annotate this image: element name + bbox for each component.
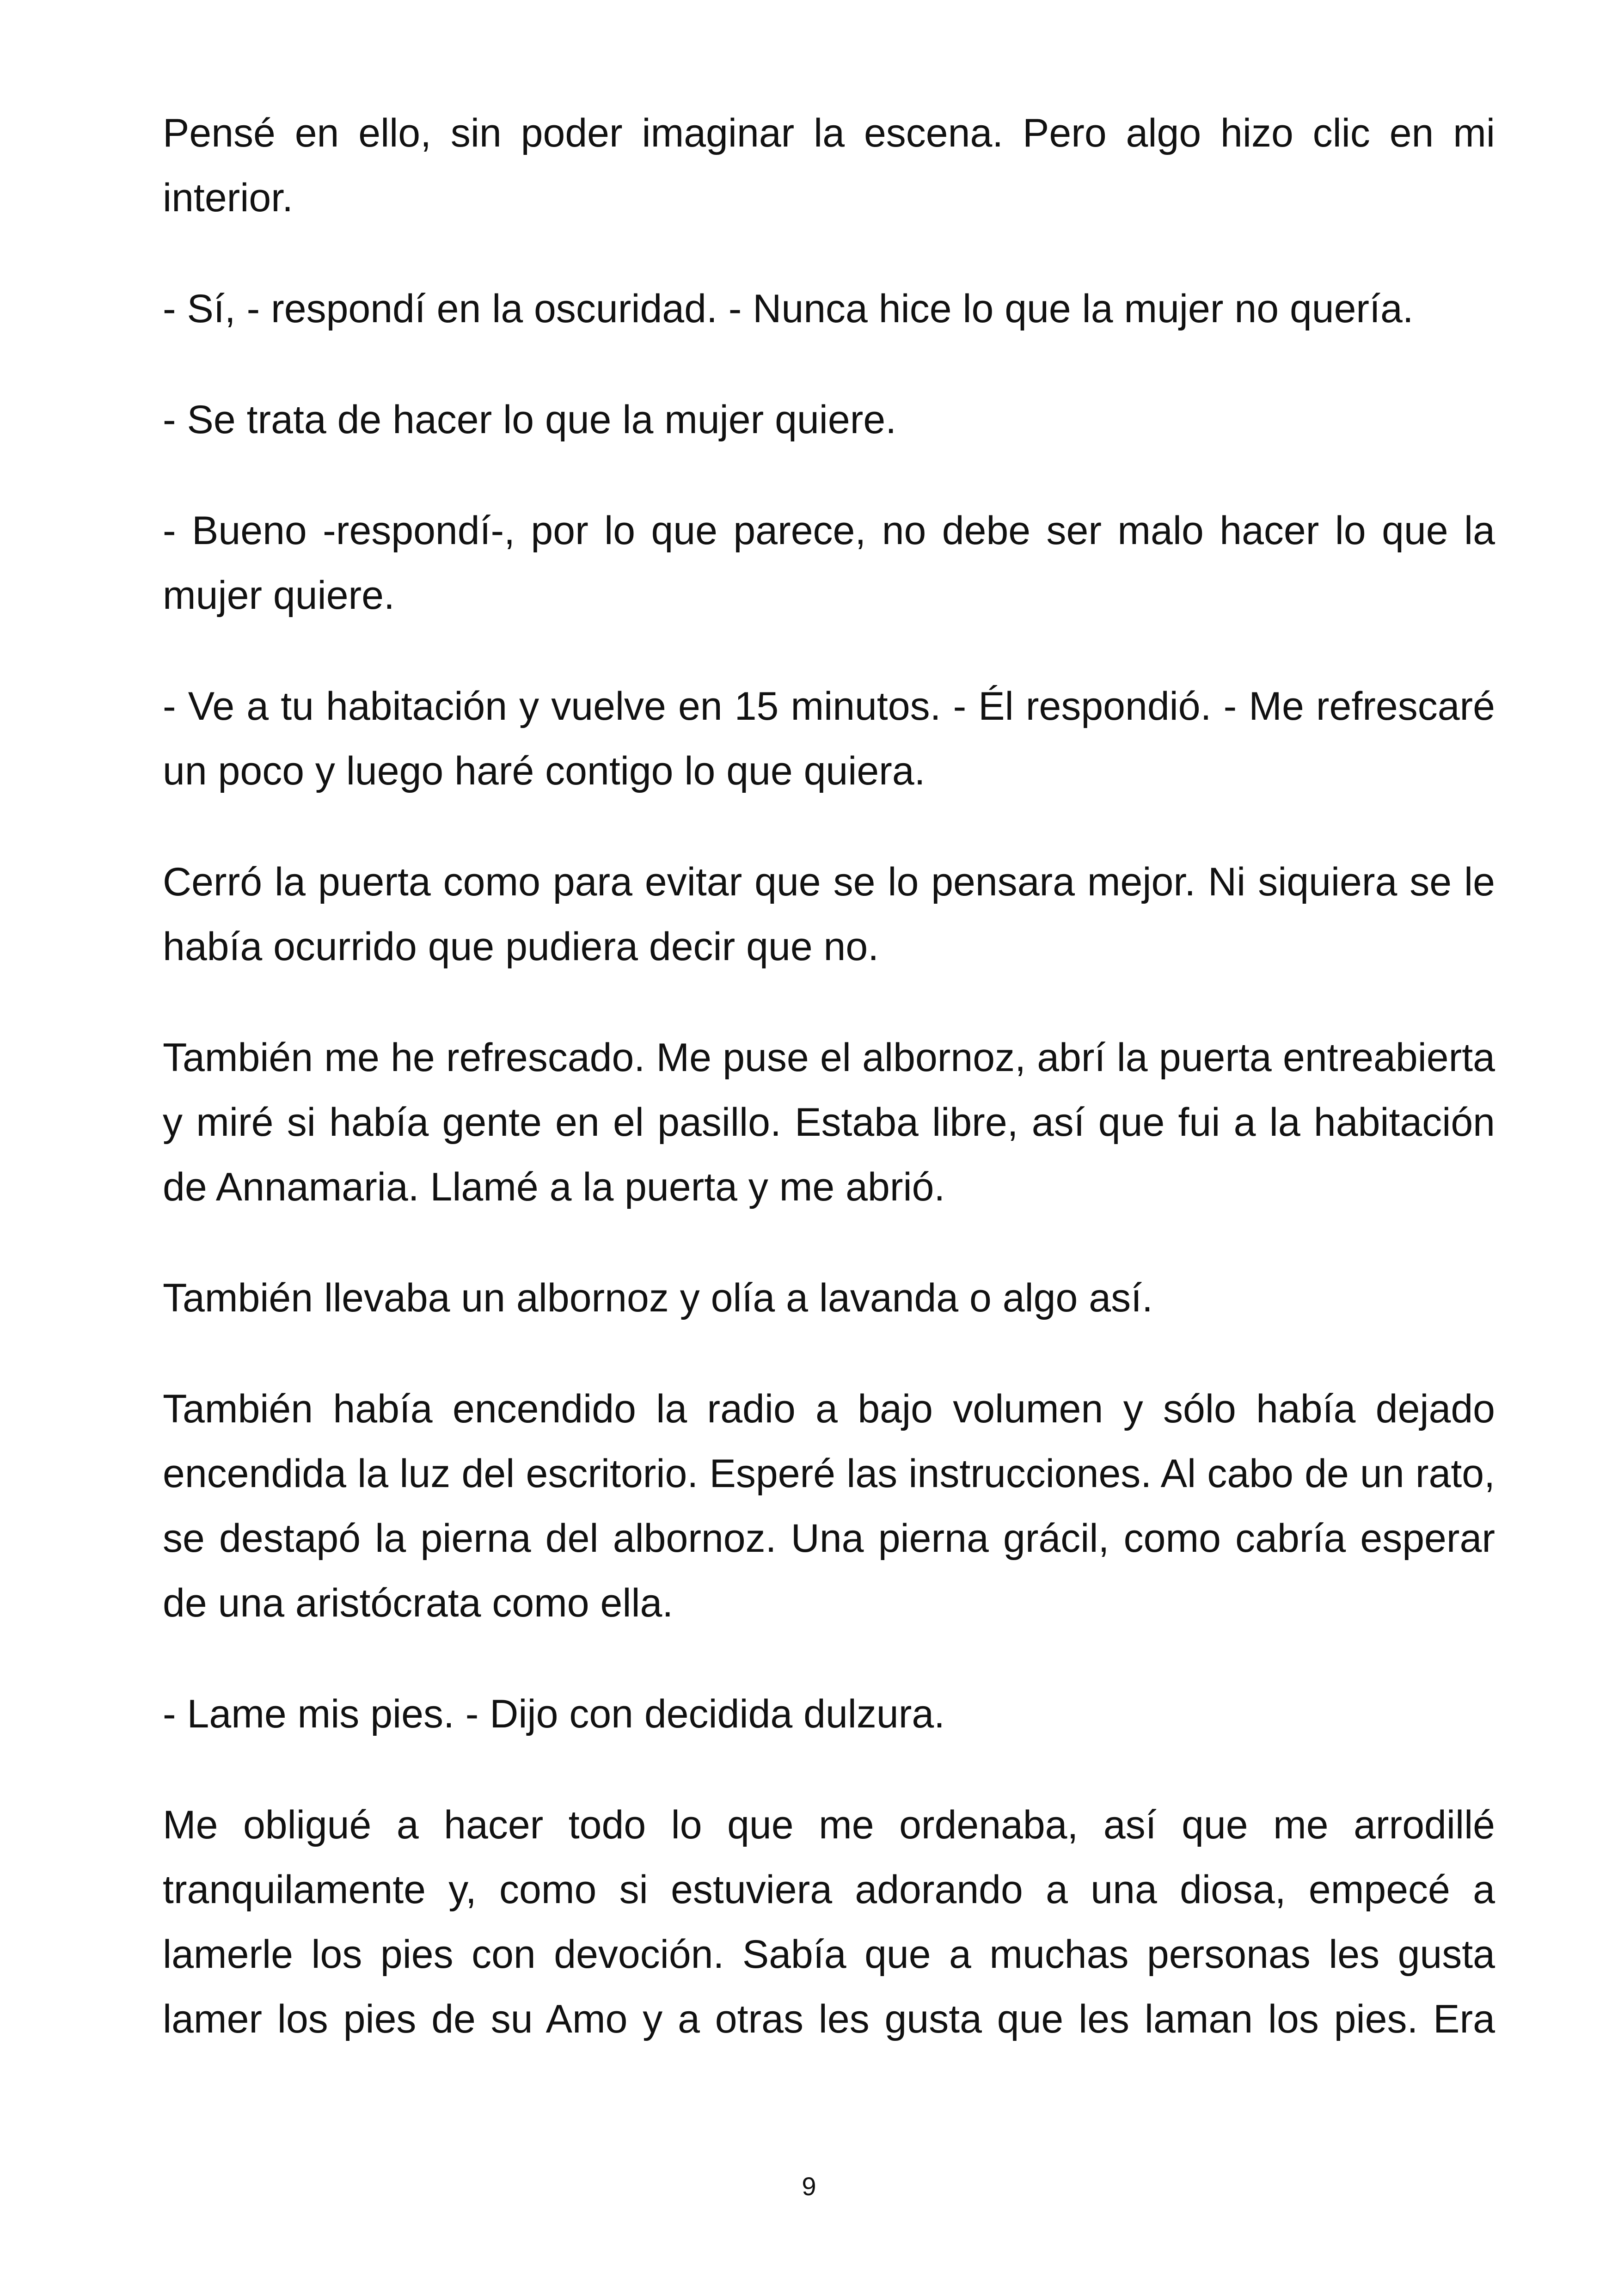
paragraph: Cerró la puerta como para evitar que se lo pensara mejor. Ni siquiera se le había ocurrido que pudiera decir que no. xyxy=(163,860,1495,969)
paragraph: - Bueno -respondí-, por lo que parece, no debe ser malo hacer lo que la mujer quiere. xyxy=(163,508,1495,618)
paragraph: - Lame mis pies. - Dijo con decidida dulzura. xyxy=(163,1692,945,1736)
paragraph: Pensé en ello, sin poder imaginar la escena. Pero algo hizo clic en mi interior. xyxy=(163,111,1495,220)
paragraph: - Ve a tu habitación y vuelve en 15 minutos. - Él respondió. - Me refrescaré un poco y luego haré contigo lo que quiera. xyxy=(163,684,1495,793)
body-text xyxy=(163,101,1495,2098)
paragraph: También había encendido la radio a bajo volumen y sólo había dejado encendida la luz del escritorio. Esperé las instrucciones. Al cabo de un rato, se destapó la pierna del albornoz. Una pierna grácil, como cabría esperar de una aristócrata como ella. xyxy=(163,1387,1495,1625)
paragraph: También llevaba un albornoz y olía a lavanda o algo así. xyxy=(163,1276,1153,1320)
paragraph: - Se trata de hacer lo que la mujer quiere. xyxy=(163,398,897,442)
paragraph: También me he refrescado. Me puse el albornoz, abrí la puerta entreabierta y miré si había gente en el pasillo. Estaba libre, así que fui a la habitación de Annamaria. Llamé a la puerta y me abrió. xyxy=(163,1035,1495,1209)
paragraph: Me obligué a hacer todo lo que me ordenaba, así que me arrodillé tranquilamente y, como si estuviera adorando a una diosa, empecé a lamerle los pies con devoción. Sabía que a muchas personas les gusta lamer los pies de su Amo y a otras les gusta que les laman los pies. Era xyxy=(163,1803,1495,2041)
paragraph: - Sí, - respondí en la oscuridad. - Nunca hice lo que la mujer no quería. xyxy=(163,287,1414,331)
page-number: 9 xyxy=(802,2172,816,2201)
